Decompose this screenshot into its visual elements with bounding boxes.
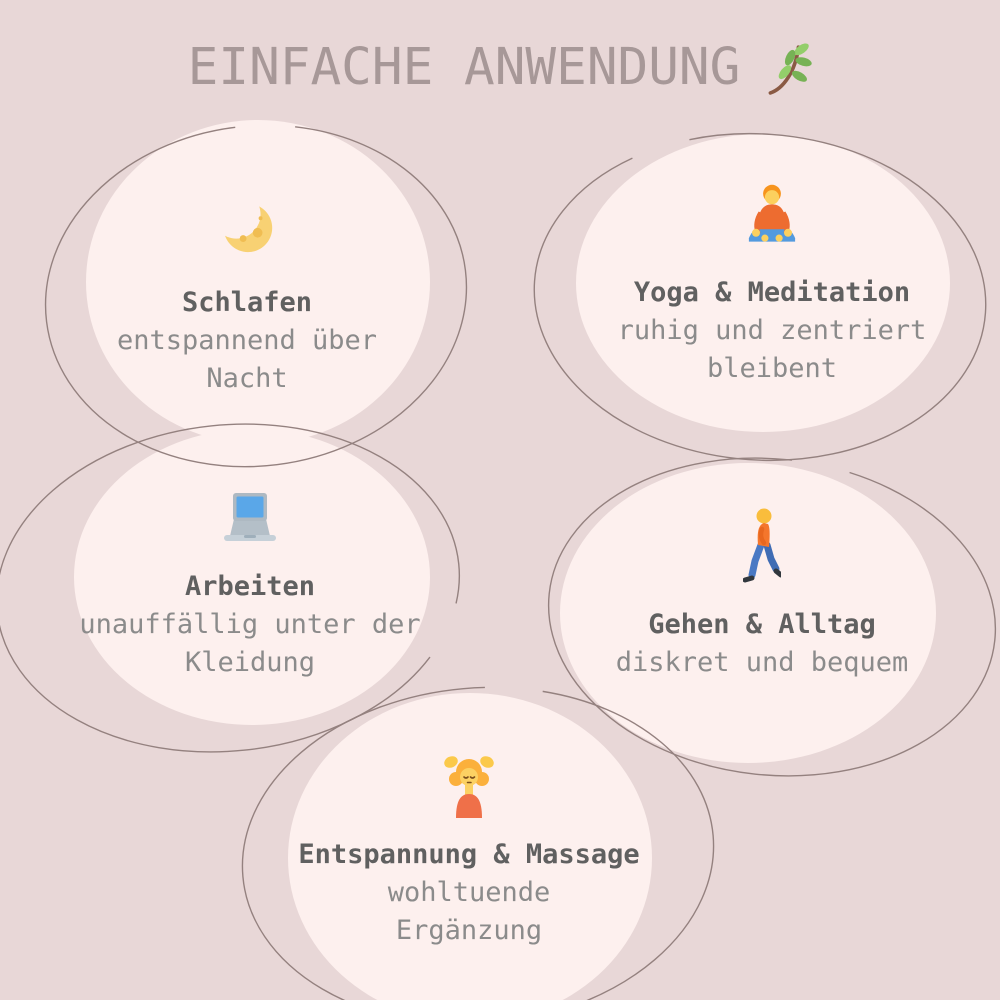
card-entspannung-massage <box>239 752 699 950</box>
card-subtitle-line: Kleidung <box>184 647 316 678</box>
herb-icon <box>762 41 812 95</box>
laptop-icon <box>220 491 280 545</box>
walking-person-icon <box>743 507 781 583</box>
card-subtitle-line: Nacht <box>206 363 288 394</box>
massage-person-icon <box>443 752 495 818</box>
lotus-person-icon <box>743 183 801 247</box>
card-title: Gehen & Alltag <box>648 609 876 640</box>
card-title: Yoga & Meditation <box>633 277 911 308</box>
card-gehen-alltag <box>532 507 992 682</box>
crescent-moon-icon <box>216 194 278 256</box>
card-title: Schlafen <box>181 287 313 318</box>
card-subtitle-line: wohltuende <box>387 877 551 908</box>
card-subtitle-line: entspannend über <box>116 325 378 356</box>
card-title: Arbeiten <box>184 571 316 602</box>
card-title: Entspannung & Massage <box>298 839 640 870</box>
card-subtitle-line: ruhig und zentriert <box>617 315 927 346</box>
card-subtitle-line: unauffällig unter der <box>79 609 421 640</box>
card-subtitle-line: bleibent <box>706 353 838 384</box>
page-title: EINFACHE ANWENDUNG <box>187 38 741 97</box>
card-yoga-meditation <box>542 183 1000 388</box>
card-schlafen <box>17 194 477 398</box>
card-arbeiten <box>20 491 480 682</box>
card-subtitle-line: diskret und bequem <box>615 647 909 678</box>
header <box>0 38 1000 97</box>
card-subtitle-line: Ergänzung <box>395 915 543 946</box>
